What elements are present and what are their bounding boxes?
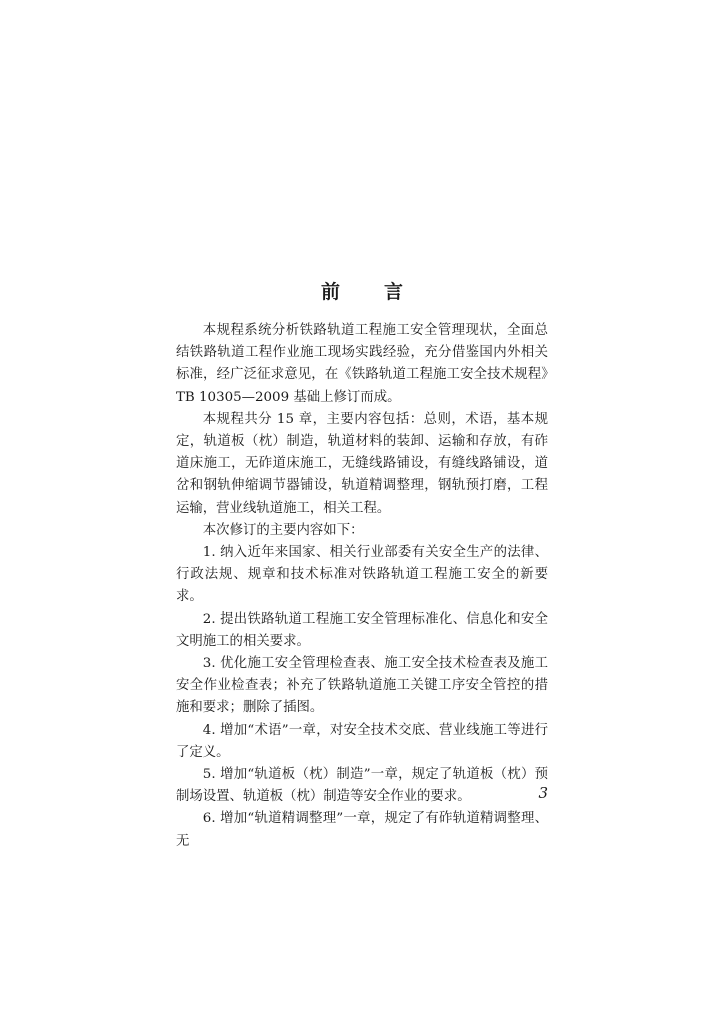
paragraph-item-3: 3. 优化施工安全管理检查表、施工安全技术检查表及施工安全作业检查表；补充了铁路轨道施工关键工序安全管控的措施和要求；删除了插图。 <box>176 656 548 716</box>
page-title: 前言 <box>320 281 447 303</box>
body-text <box>176 320 548 853</box>
paragraph-item-6: 6. 增加“轨道精调整理”一章，规定了有砟轨道精调整理、无 <box>176 811 548 849</box>
page-number: 3 <box>538 784 548 802</box>
paragraph-revision-heading: 本次修订的主要内容如下： <box>202 522 364 538</box>
paragraph-item-5: 5. 增加“轨道板（枕）制造”一章，规定了轨道板（枕）预制场设置、轨道板（枕）制造等安全作业的要求。 <box>176 767 548 805</box>
paragraph-item-2: 2. 提出铁路轨道工程施工安全管理标准化、信息化和安全文明施工的相关要求。 <box>176 611 548 649</box>
paragraph-chapters: 本规程共分 15 章，主要内容包括：总则，术语，基本规定，轨道板（枕）制造，轨道材料的装卸、运输和存放，有砟道床施工，无砟道床施工，无缝线路铺设，有缝线路铺设，道岔和钢轨伸缩调节器铺设，轨道精调整理，钢轨预打磨，工程运输，营业线轨道施工，相关工程。 <box>176 411 548 516</box>
paragraph-item-4: 4. 增加“术语”一章，对安全技术交底、营业线施工等进行了定义。 <box>176 722 548 760</box>
paragraph-intro: 本规程系统分析铁路轨道工程施工安全管理现状，全面总结铁路轨道工程作业施工现场实践经验，充分借鉴国内外相关标准，经广泛征求意见，在《铁路轨道工程施工安全技术规程》TB 10305—2009 基础上修订而成。 <box>176 323 548 405</box>
paragraph-item-1: 1. 纳入近年来国家、相关行业部委有关安全生产的法律、行政法规、规章和技术标准对铁路轨道工程施工安全的新要求。 <box>176 545 548 605</box>
